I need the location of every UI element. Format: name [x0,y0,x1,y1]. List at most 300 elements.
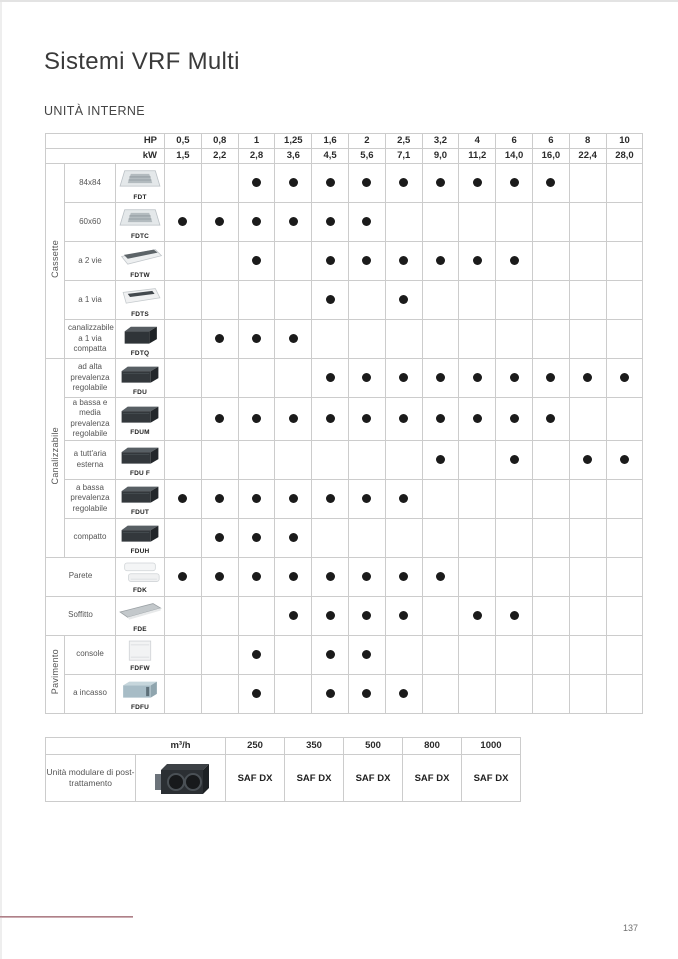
availability-cell [422,164,459,203]
page-number: 137 [622,923,638,933]
availability-dot [399,295,408,304]
unit-image-cell [116,557,165,596]
availability-cell [312,440,349,479]
availability-cell [459,674,496,713]
availability-dot [436,455,445,464]
availability-dot [473,373,482,382]
post-treatment-model: SAF DX [462,755,521,802]
unit-row-fdfw [46,635,643,674]
hp-value: 0,5 [165,134,202,149]
availability-cell [459,359,496,398]
availability-cell [422,281,459,320]
availability-cell [201,359,238,398]
availability-cell [201,281,238,320]
availability-dot [362,373,371,382]
availability-cell [349,479,386,518]
hp-value: 3,2 [422,134,459,149]
availability-dot [362,414,371,423]
availability-cell [385,479,422,518]
availability-dot [362,650,371,659]
row-label: a incasso [65,674,116,713]
availability-cell [165,440,202,479]
availability-cell [422,635,459,674]
availability-cell [606,674,643,713]
availability-cell [275,398,312,441]
row-label: a bassa e media prevalenza regolabile [65,398,116,441]
availability-cell [201,242,238,281]
availability-cell [459,440,496,479]
availability-dot [546,414,555,423]
availability-cell [349,518,386,557]
availability-dot [252,572,261,581]
availability-cell [238,359,275,398]
availability-cell [606,596,643,635]
availability-dot [326,611,335,620]
availability-cell [238,557,275,596]
availability-cell [532,320,569,359]
availability-cell [349,557,386,596]
availability-dot [399,494,408,503]
availability-cell [459,203,496,242]
availability-cell [349,242,386,281]
availability-dot [362,611,371,620]
hp-value: 2,5 [385,134,422,149]
availability-dot [362,494,371,503]
unit-code: FDK [133,587,147,595]
kw-value: 7,1 [385,149,422,164]
availability-cell [275,440,312,479]
hp-value: 0,8 [201,134,238,149]
availability-cell [385,674,422,713]
availability-dot [252,217,261,226]
availability-dot [473,611,482,620]
availability-cell [422,242,459,281]
availability-dot [326,689,335,698]
availability-dot [546,373,555,382]
unit-row-fdut [46,479,643,518]
unit-code: FDE [133,626,147,634]
availability-cell [532,674,569,713]
availability-dot [362,256,371,265]
availability-cell [312,281,349,320]
availability-cell [201,557,238,596]
unit-image-cell [116,479,165,518]
kw-value: 2,8 [238,149,275,164]
flow-value: 250 [226,738,285,755]
availability-cell [532,281,569,320]
availability-dot [399,373,408,382]
availability-cell [459,518,496,557]
availability-cell [606,203,643,242]
availability-dot [510,373,519,382]
availability-dot [510,256,519,265]
availability-cell [165,320,202,359]
duct-compact-icon [117,323,163,349]
kw-value: 2,2 [201,149,238,164]
availability-cell [165,398,202,441]
availability-cell [569,164,606,203]
cassette-1way-icon [117,284,163,310]
unit-image-cell [116,281,165,320]
unit-image-cell [116,596,165,635]
unit-code: FDUM [130,429,150,437]
unit-code: FDFW [130,665,150,673]
hp-label: HP [46,134,165,149]
unit-image-cell [116,359,165,398]
availability-dot [289,217,298,226]
availability-cell [606,320,643,359]
availability-cell [385,440,422,479]
availability-cell [238,203,275,242]
availability-dot [436,572,445,581]
availability-cell [385,242,422,281]
availability-cell [312,674,349,713]
row-label: 84x84 [65,164,116,203]
availability-cell [312,242,349,281]
hp-value: 1 [238,134,275,149]
availability-cell [201,164,238,203]
availability-dot [178,494,187,503]
availability-cell [385,596,422,635]
availability-cell [201,635,238,674]
availability-dot [252,689,261,698]
duct-icon [117,402,163,428]
availability-dot [252,414,261,423]
availability-cell [349,164,386,203]
availability-cell [312,635,349,674]
unit-row-fdtc [46,203,643,242]
availability-dot [399,256,408,265]
availability-cell [201,203,238,242]
availability-cell [569,398,606,441]
availability-cell [606,398,643,441]
availability-cell [275,479,312,518]
unit-row-fdk [46,557,643,596]
availability-cell [165,596,202,635]
kw-value: 3,6 [275,149,312,164]
availability-dot [289,533,298,542]
flow-value: 500 [344,738,403,755]
unit-row-fdt [46,164,643,203]
row-label: a tutt'aria esterna [65,440,116,479]
unit-row-fdum [46,398,643,441]
availability-cell [606,635,643,674]
kw-value: 11,2 [459,149,496,164]
availability-cell [569,674,606,713]
availability-cell [496,320,533,359]
group-label-cassette: Cassette [46,164,65,359]
group-label-canalizzabile: Canalizzabile [46,359,65,558]
availability-cell [532,635,569,674]
availability-dot [326,494,335,503]
availability-dot [583,455,592,464]
unit-code: FDUT [130,509,150,517]
availability-cell [165,674,202,713]
availability-cell [606,557,643,596]
availability-cell [496,203,533,242]
post-treatment-image-cell [136,755,226,802]
availability-dot [289,178,298,187]
availability-cell [422,398,459,441]
availability-cell [496,281,533,320]
post-treatment-row [46,755,521,802]
availability-dot [620,455,629,464]
availability-cell [532,479,569,518]
availability-cell [532,596,569,635]
availability-dot [362,178,371,187]
availability-cell [606,518,643,557]
availability-dot [289,414,298,423]
availability-dot [289,494,298,503]
unit-code: FDTS [131,310,149,318]
availability-dot [473,414,482,423]
availability-cell [275,557,312,596]
availability-dot [178,572,187,581]
availability-cell [201,518,238,557]
hp-header-row [46,134,643,149]
availability-cell [349,635,386,674]
availability-dot [510,178,519,187]
ceiling-unit-icon [117,599,163,625]
unit-code: FDTQ [130,349,150,357]
availability-dot [178,217,187,226]
availability-cell [385,359,422,398]
unit-row-fdts [46,281,643,320]
availability-dot [399,178,408,187]
availability-dot [326,295,335,304]
unit-image-cell [116,203,165,242]
availability-cell [569,203,606,242]
unit-row-fde [46,596,643,635]
cassette-2way-icon [117,245,163,271]
availability-dot [215,217,224,226]
availability-cell [422,557,459,596]
row-label: a 2 vie [65,242,116,281]
availability-dot [436,178,445,187]
availability-cell [385,398,422,441]
unit-code: FDU [133,388,147,396]
availability-cell [238,518,275,557]
hp-value: 10 [606,134,643,149]
availability-cell [532,359,569,398]
row-label: compatto [65,518,116,557]
availability-cell [201,479,238,518]
availability-cell [349,398,386,441]
availability-cell [165,242,202,281]
availability-cell [496,164,533,203]
row-label: 60x60 [65,203,116,242]
availability-cell [165,359,202,398]
availability-cell [496,359,533,398]
availability-cell [165,518,202,557]
availability-cell [201,596,238,635]
footer-accent-line [0,916,133,918]
availability-cell [312,398,349,441]
availability-cell [275,635,312,674]
hp-value: 1,6 [312,134,349,149]
availability-cell [385,164,422,203]
kw-header-row [46,149,643,164]
availability-cell [165,635,202,674]
availability-dot [326,373,335,382]
availability-cell [569,242,606,281]
availability-dot [252,494,261,503]
availability-cell [349,359,386,398]
availability-dot [252,334,261,343]
availability-dot [289,572,298,581]
availability-cell [312,320,349,359]
availability-cell [275,281,312,320]
availability-cell [238,242,275,281]
availability-cell [606,281,643,320]
console-unit-icon [117,638,163,664]
availability-dot [326,572,335,581]
duct-icon [117,482,163,508]
availability-cell [385,635,422,674]
saf-dx-unit-icon [144,758,218,800]
group-label-pavimento: Pavimento [46,635,65,713]
availability-cell [201,440,238,479]
unit-row-fdtw [46,242,643,281]
availability-cell [312,557,349,596]
availability-cell [422,320,459,359]
unit-row-fdfu [46,674,643,713]
availability-cell [422,359,459,398]
flow-value: 350 [285,738,344,755]
unit-image-cell [116,398,165,441]
availability-dot [326,256,335,265]
availability-dot [510,611,519,620]
unit-code: FDTW [130,271,150,279]
availability-cell [459,320,496,359]
availability-cell [238,596,275,635]
availability-cell [459,242,496,281]
availability-cell [385,557,422,596]
availability-cell [569,557,606,596]
availability-cell [312,479,349,518]
availability-cell [532,164,569,203]
availability-cell [201,398,238,441]
availability-cell [459,479,496,518]
availability-dot [252,256,261,265]
kw-label: kW [46,149,165,164]
unit-row-fdtq [46,320,643,359]
kw-value: 9,0 [422,149,459,164]
unit-code: FDU F [129,470,151,478]
availability-cell [349,320,386,359]
post-treatment-model: SAF DX [344,755,403,802]
unit-image-cell [116,518,165,557]
availability-cell [201,674,238,713]
duct-icon [117,521,163,547]
availability-cell [569,479,606,518]
availability-cell [496,242,533,281]
availability-cell [349,281,386,320]
availability-cell [496,674,533,713]
availability-dot [436,373,445,382]
unit-row-fduh [46,518,643,557]
post-treatment-matrix [45,737,521,802]
availability-cell [459,557,496,596]
availability-cell [238,164,275,203]
availability-dot [326,414,335,423]
availability-cell [385,203,422,242]
availability-cell [312,359,349,398]
availability-dot [436,256,445,265]
unit-image-cell [116,164,165,203]
availability-cell [422,596,459,635]
availability-cell [238,674,275,713]
indoor-units-matrix [45,133,643,714]
availability-cell [385,281,422,320]
availability-dot [289,334,298,343]
post-treatment-label: Unità modulare di post-trattamento [46,755,136,802]
availability-dot [399,414,408,423]
kw-value: 4,5 [312,149,349,164]
availability-cell [349,203,386,242]
floor-concealed-icon [117,677,163,703]
availability-cell [569,440,606,479]
availability-cell [238,281,275,320]
availability-cell [275,242,312,281]
availability-cell [532,518,569,557]
availability-cell [422,203,459,242]
availability-cell [312,596,349,635]
kw-value: 14,0 [496,149,533,164]
availability-cell [349,596,386,635]
availability-cell [459,281,496,320]
availability-dot [215,572,224,581]
availability-cell [165,164,202,203]
cassette-4way-icon [117,206,163,232]
availability-cell [165,281,202,320]
availability-cell [532,398,569,441]
kw-value: 1,5 [165,149,202,164]
availability-cell [459,164,496,203]
duct-icon [117,362,163,388]
unit-code: FDT [133,193,147,201]
availability-dot [326,178,335,187]
hp-value: 4 [459,134,496,149]
availability-dot [215,494,224,503]
availability-cell [385,320,422,359]
post-treatment-model: SAF DX [403,755,462,802]
availability-cell [165,203,202,242]
post-treatment-model: SAF DX [285,755,344,802]
hp-value: 1,25 [275,134,312,149]
hp-value: 6 [496,134,533,149]
availability-cell [165,479,202,518]
unit-image-cell [116,635,165,674]
availability-dot [583,373,592,382]
row-label: Parete [46,557,116,596]
availability-dot [252,178,261,187]
availability-cell [569,518,606,557]
hp-value: 6 [532,134,569,149]
unit-image-cell [116,440,165,479]
availability-dot [399,572,408,581]
page-title: Sistemi VRF Multi [44,48,240,75]
availability-cell [275,359,312,398]
unit-code: FDUH [130,548,150,556]
availability-cell [238,440,275,479]
availability-dot [252,533,261,542]
row-label: a bassa prevalenza regolabile [65,479,116,518]
unit-image-cell [116,320,165,359]
flow-value: 800 [403,738,462,755]
availability-cell [496,596,533,635]
availability-cell [385,518,422,557]
